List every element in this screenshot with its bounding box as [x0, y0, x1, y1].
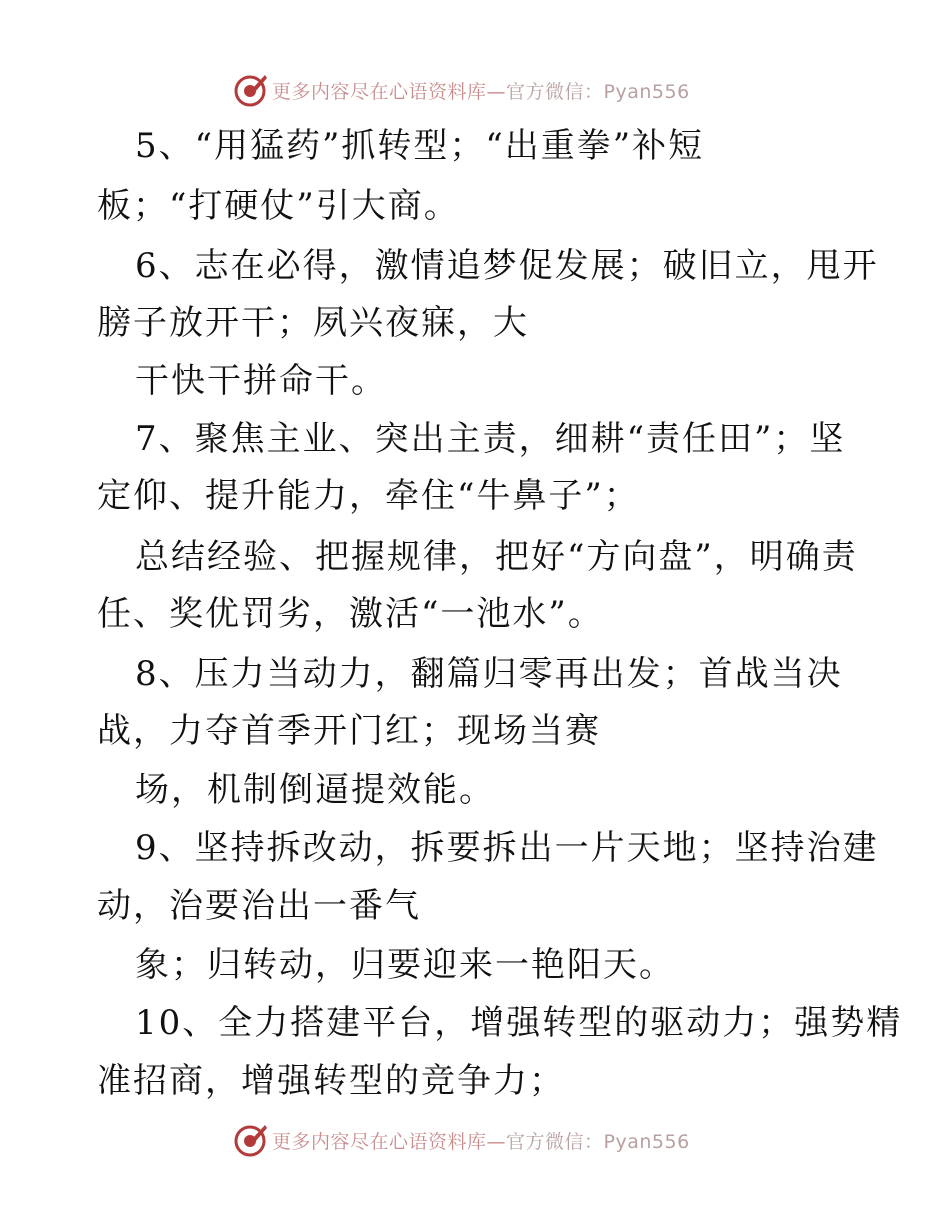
- text-line: 干快干拼命干。: [135, 361, 387, 401]
- text-line: 定仰、提升能力，牵住“牛鼻子”；: [97, 476, 640, 516]
- header-banner: [232, 70, 712, 110]
- footer-banner-text: [272, 1127, 690, 1154]
- text-line: 象；归转动，归要迎来一艳阳天。: [135, 945, 675, 985]
- text-line: 10、全力搭建平台，增强转型的驱动力；强势精: [135, 1003, 903, 1043]
- footer-banner-wechat: 官方微信：Pyan556: [506, 1130, 690, 1153]
- text-line: 板；“打硬仗”引大商。: [97, 186, 460, 226]
- header-banner-separator: —: [486, 80, 507, 103]
- header-banner-main: 更多内容尽在心语资料库: [272, 80, 487, 103]
- text-line: 7、聚焦主业、突出主责，细耕“责任田”；坚: [135, 419, 846, 459]
- footer-banner-main: 更多内容尽在心语资料库: [272, 1130, 487, 1153]
- header-banner-wechat: 官方微信：Pyan556: [506, 80, 690, 103]
- footer-banner: [232, 1120, 712, 1160]
- seal-quill-icon: [232, 72, 268, 108]
- text-line: 动，治要治出一番气: [97, 886, 421, 926]
- text-line: 8、压力当动力，翻篇归零再出发；首战当决: [135, 654, 843, 694]
- text-line: 总结经验、把握规律，把好“方向盘”，明确责: [135, 537, 858, 577]
- seal-quill-icon: [232, 1122, 268, 1158]
- footer-banner-separator: —: [486, 1130, 507, 1153]
- text-line: 5、“用猛药”抓转型；“出重拳”补短: [135, 126, 705, 166]
- text-line: 6、志在必得，激情追梦促发展；破旧立，甩开: [135, 246, 879, 286]
- text-line: 9、坚持拆改动，拆要拆出一片天地；坚持治建: [135, 828, 879, 868]
- header-banner-text: [272, 77, 690, 104]
- text-line: 任、奖优罚劣，激活“一池水”。: [97, 594, 604, 634]
- text-line: 战，力夺首季开门红；现场当赛: [97, 711, 601, 751]
- text-line: 膀子放开干；夙兴夜寐，大: [97, 303, 529, 343]
- text-line: 准招商，增强转型的竞争力；: [97, 1061, 565, 1101]
- text-line: 场，机制倒逼提效能。: [135, 770, 495, 810]
